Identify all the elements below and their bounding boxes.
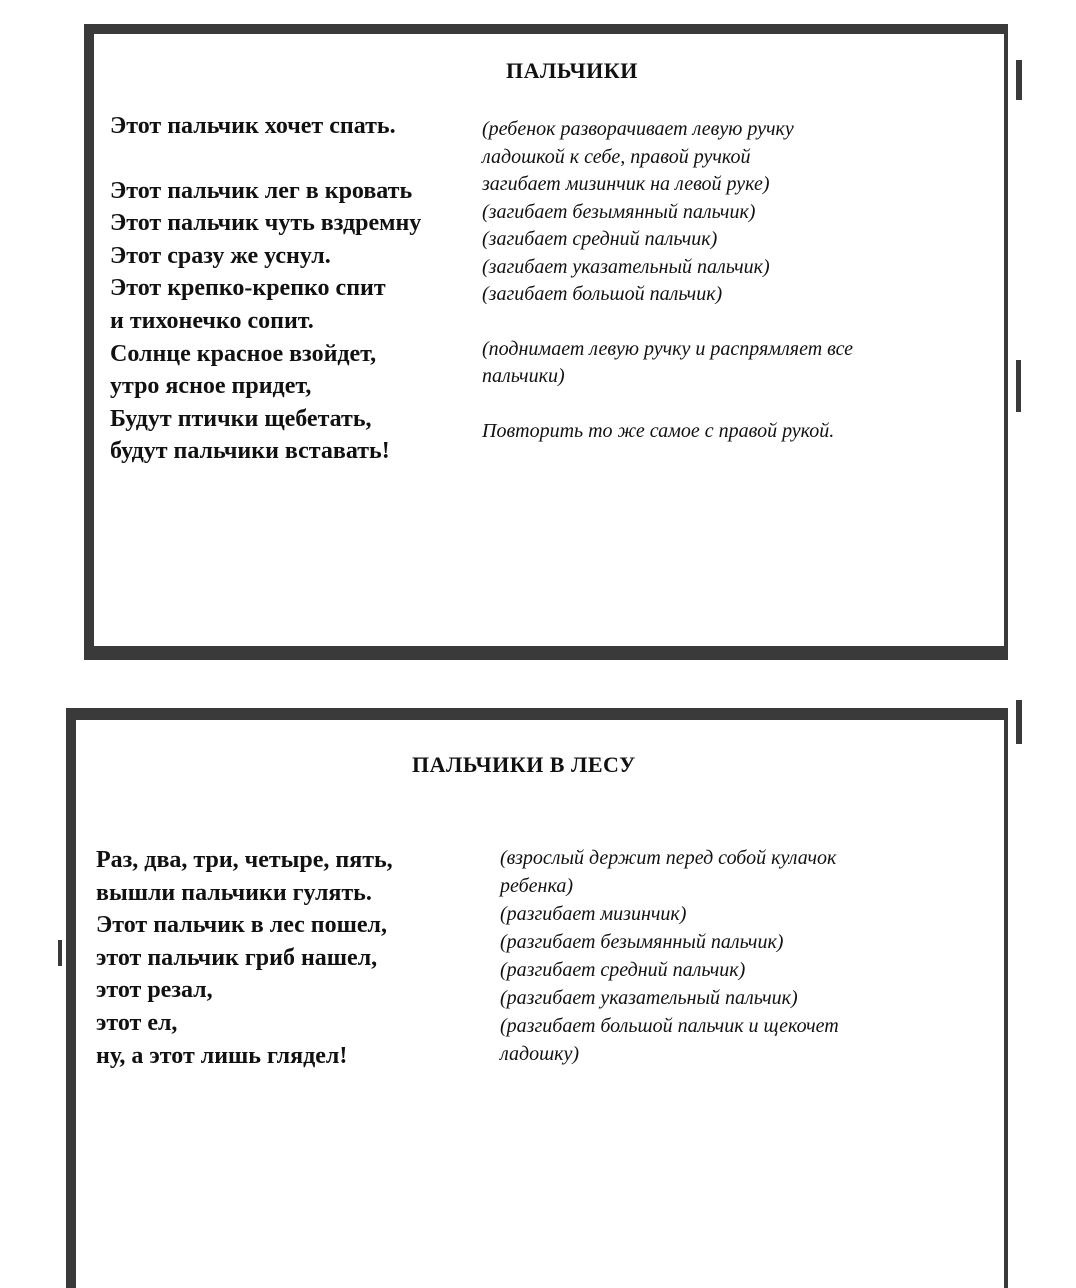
verse-line: вышли пальчики гулять. — [96, 879, 372, 906]
verse-line: Этот пальчик чуть вздремну — [110, 210, 422, 237]
note-line: ребенка) — [500, 875, 573, 897]
note-gap — [482, 309, 853, 336]
note-line: (загибает указательный пальчик) — [482, 255, 770, 278]
scan-edge-mark — [1016, 360, 1021, 412]
verse-line: Этот пальчик лег в кровать — [110, 177, 413, 204]
verse-line: Раз, два, три, четыре, пять, — [96, 847, 393, 873]
note-line: загибает мизинчик на левой руке) — [482, 173, 770, 195]
rhyme-verse — [96, 844, 393, 1072]
rhyme-title: ПАЛЬЧИКИ В ЛЕСУ — [412, 752, 636, 777]
verse-line: будут пальчики вставать! — [110, 438, 390, 465]
verse-line: утро ясное придет, — [110, 373, 312, 400]
verse-line: Этот пальчик в лес пошел, — [96, 912, 388, 939]
note-line: (загибает средний пальчик) — [482, 228, 718, 250]
action-notes — [482, 116, 853, 445]
verse-line: Будут птички щебетать, — [110, 405, 372, 432]
verse-line: Этот пальчик хочет спать. — [110, 113, 396, 139]
scan-edge-mark — [1016, 60, 1022, 100]
note-line: (разгибает указательный пальчик) — [500, 987, 798, 1009]
note-line: (разгибает средний пальчик) — [500, 959, 746, 981]
verse-line: этот пальчик гриб нашел, — [96, 944, 378, 971]
verse-line: ну, а этот лишь глядел! — [96, 1042, 348, 1069]
note-line: (взрослый держит перед собой кулачок — [500, 847, 837, 869]
note-gap — [482, 391, 853, 418]
verse-line: Солнце красное взойдет, — [110, 340, 377, 367]
note-line: (загибает безымянный пальчик) — [482, 200, 756, 223]
verse-line: этот резал, — [96, 977, 213, 1004]
note-line: ладошкой к себе, правой ручкой — [482, 145, 751, 168]
verse-line: Этот сразу же уснул. — [110, 242, 331, 269]
note-line: (загибает большой пальчик) — [482, 283, 723, 305]
note-line: Повторить то же самое с правой рукой. — [482, 419, 835, 442]
verse-gap — [110, 143, 456, 175]
rhyme-card-2 — [66, 708, 1008, 1288]
rhyme-card-1 — [84, 24, 1008, 660]
scan-edge-mark — [58, 940, 62, 966]
note-line: ладошку) — [500, 1043, 580, 1065]
rhyme-title: ПАЛЬЧИКИ — [506, 58, 638, 83]
note-line: (разгибает мизинчик) — [500, 903, 687, 925]
note-line: пальчики) — [482, 365, 565, 387]
verse-line: Этот крепко-крепко спит — [110, 275, 386, 302]
note-line: (разгибает безымянный пальчик) — [500, 931, 784, 953]
rhyme-verse — [110, 110, 456, 468]
verse-line: и тихонечко сопит. — [110, 307, 314, 334]
note-line: (ребенок разворачивает левую ручку — [482, 118, 794, 140]
note-line: (поднимает левую ручку и распрямляет все — [482, 337, 854, 360]
action-notes — [500, 844, 839, 1068]
scan-edge-mark — [1016, 700, 1022, 744]
verse-line: этот ел, — [96, 1009, 178, 1036]
note-line: (разгибает большой пальчик и щекочет — [500, 1015, 839, 1037]
